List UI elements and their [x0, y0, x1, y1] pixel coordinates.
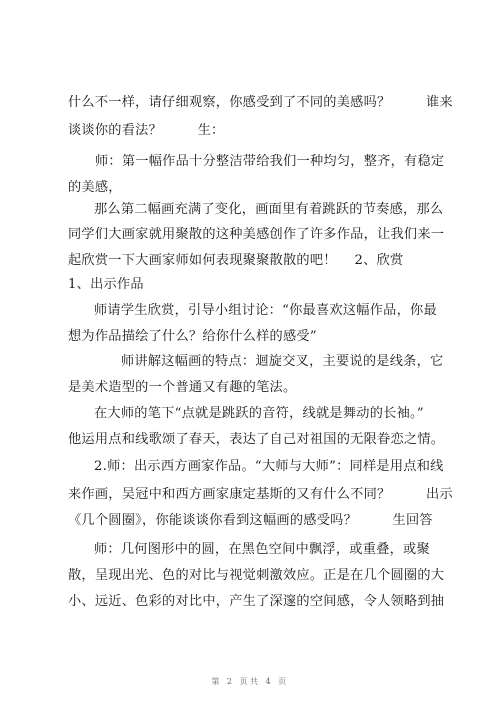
text-line: 什么不一样，请仔细观察，你感受到了不同的美感吗？ 谁来	[68, 95, 453, 110]
text-line: 师：第一幅作品十分整洁带给我们一种均匀，整齐，有稳定	[95, 154, 445, 169]
text-line: 同学们大画家就用聚散的这种美感创作了许多作品，让我们来一	[68, 227, 445, 242]
text-line: 散，呈现出光、色的对比与视觉刺激效应。正是在几个圆圈的大	[68, 568, 445, 583]
text-line: 想为作品描绘了什么？给你什么样的感受”	[68, 329, 317, 344]
text-line: 他运用点和线歌颂了春天，表达了自己对祖国的无限眷恋之情。	[68, 432, 445, 447]
text-line: 1、出示作品	[68, 277, 144, 292]
text-line: 师：几何图形中的圆，在黑色空间中飘浮，或重叠，或聚	[94, 542, 430, 557]
text-line: 2.师：出示西方画家作品。“大师与大师”：同样是用点和线	[94, 459, 444, 474]
text-line: 《几个圆圈》，你能谈谈你看到这幅画的感受吗？ 生回答	[68, 513, 433, 528]
page-number: 第 2 页共 4 页	[211, 677, 289, 686]
text-line: 来作画，吴冠中和西方画家康定基斯的又有什么不同？ 出示	[68, 487, 453, 502]
text-line: 是美术造型的一个普通又有趣的笔法。	[68, 380, 297, 395]
text-line: 小、远近、色彩的对比中，产生了深邃的空间感，令人领略到抽	[68, 594, 445, 609]
text-line: 师讲解这幅画的特点：迴旋交叉，主要说的是线条，它	[121, 354, 444, 369]
text-line: 谈谈你的看法？ 生：	[68, 123, 225, 138]
text-line: 的美感，	[68, 180, 122, 195]
text-line: 师请学生欣赏，引导小组讨论：“你最喜欢这幅作品，你最	[94, 303, 437, 318]
text-line: 在大师的笔下“点就是跳跃的音符，线就是舞动的长袖。”	[94, 406, 424, 421]
text-line: 那么第二幅画充满了变化，画面里有着跳跃的节奏感，那么	[94, 202, 444, 217]
text-line: 起欣赏一下大画家师如何表现聚聚散散的吧！ 2、欣赏	[68, 253, 404, 268]
